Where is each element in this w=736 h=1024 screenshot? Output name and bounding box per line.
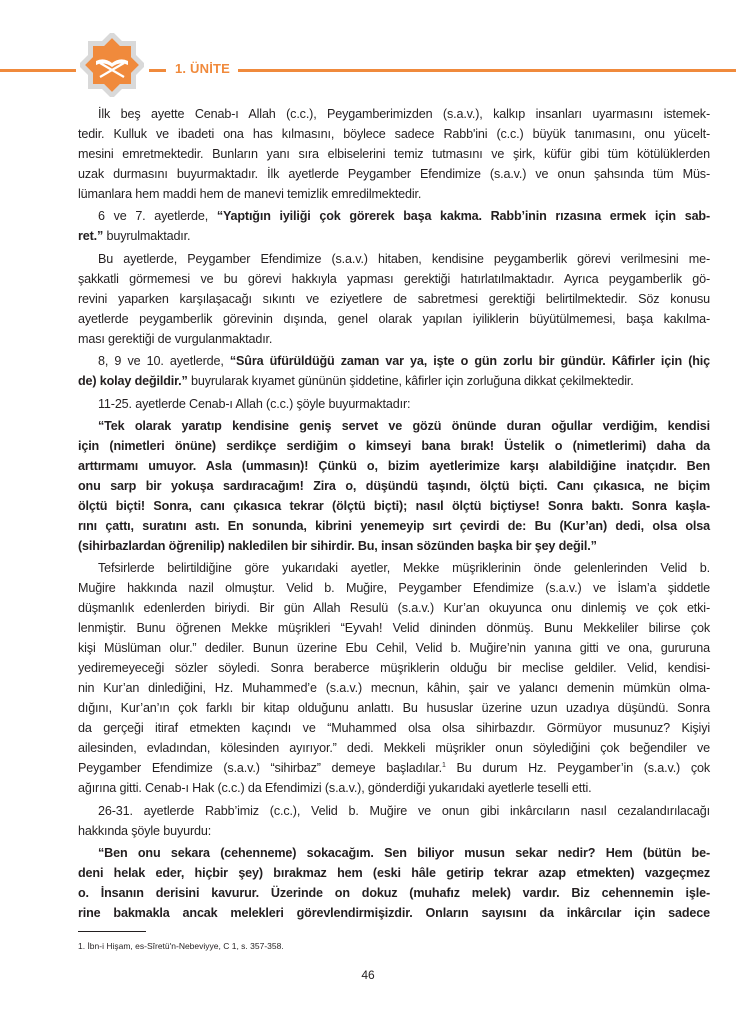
paragraph (78, 416, 710, 556)
header-rule-left (0, 69, 76, 72)
text-segment: buyrulmaktadır. (103, 229, 191, 244)
text-line: Bu ayetlerde, Peygamber Efendimize (s.a.v.) hitaben, kendisine peygamberlik görevi verilmesini me- (98, 251, 710, 266)
text-line: ayetlerde peygamberlik görevinin dışında, genel olarak yapılan iyiliklerin büyütülmemesi, başa kakılma- (78, 311, 710, 326)
text-line: “Ben onu sekara (cehenneme) sokacağım. Sen biliyor musun sekar nedir? Hem (bütün be- (98, 846, 710, 861)
paragraph (78, 351, 710, 391)
paragraph (78, 206, 710, 246)
header-rule-mid (149, 69, 166, 72)
text-line (78, 758, 710, 778)
text-line: Tefsirlerde belirtildiğine göre yukarıdaki ayetler, Mekke müşriklerinin önde gelenlerinden Velid b. (98, 561, 710, 576)
text-line (78, 351, 710, 371)
text-line: ağırına gitti. Cenab-ı Hak (c.c.) da Efendimizi (s.a.v.), gönderdiği yukarıdaki ayetlerle teselli etti. (78, 781, 592, 796)
paragraph (78, 843, 710, 923)
paragraph (78, 249, 710, 349)
text-line: 26-31. ayetlerde Rabb’imiz (c.c.), Velid b. Muğire ve onun gibi inkârcıların nasıl cezalandırılacağı (98, 803, 710, 818)
paragraph (78, 801, 710, 841)
text-line (78, 226, 710, 246)
text-line: “Tek olarak yaratıp kendisine geniş servet ve gözü önünde duran oğullar verdiğim, kendisi (98, 418, 710, 433)
quran-on-rehal-star-icon (80, 33, 144, 97)
text-line: da gerçeği itiraf etmekten kaçındı ve “Muhammed olsa olsa sihirbazdır. Görmüyor musunuz? Kişiyi (78, 721, 710, 736)
text-line: nin Kur’an dinlediğini, Hz. Muhammed’e (s.a.v.) mecnun, kâhin, şair ve yalancı demenin mümkün olma- (78, 681, 710, 696)
text-segment: Bu durum Hz. Peygamber’in (s.a.v.) çok (445, 761, 710, 776)
text-line: (sihirbazlardan öğrenilip) nakledilen bir sihirdir. Bu, insan sözünden başka bir şey değil.” (78, 538, 597, 553)
text-line: Muğire hakkında nazil olmuştur. Velid b. Muğire, Peygamber Efendimize (s.a.v.) ve İslam’a şiddetle (78, 581, 710, 596)
text-segment: “Yaptığın iyiliği çok görerek başa kakma. Rabb’inin rızasına ermek için sab- (216, 209, 711, 224)
text-line: uzak durmasını buyurmaktadır. İlk ayetlerde Peygamber Efendimize (s.a.v.) ve onun şahsında tüm Müs- (78, 167, 710, 181)
text-line: rine bakmakla ancak melekleri görevlendirmişizdir. Onların sayısını da inkârcılar için sadece (78, 906, 710, 921)
text-segment: 8, 9 ve 10. ayetlerde, (98, 354, 230, 369)
text-line: onu sarp bir yokuşa sardıracağım! Zira o, düşündü taşındı, ölçtü biçti. Canı çıkasıca, ne biçim (78, 478, 710, 493)
header-rule-right (238, 69, 736, 72)
text-line: o. İnsanın derisini kavurur. Üzerinde on dokuz (muhafız melek) vardır. Biz cehennemin işle- (78, 886, 710, 901)
text-line: İlk beş ayette Cenab-ı Allah (c.c.), Peygamberimizden (s.a.v.), kalkıp insanları uyarmasını istemek- (98, 107, 710, 121)
text-line: düşmanlık edenlerden biriydi. Bir gün Allah Resulü (s.a.v.) Kur’an okuyunca onu dinlemiş ve çok etki- (78, 601, 710, 616)
text-line: ması gerektiği de vurgulanmaktadır. (78, 331, 273, 346)
page-number: 46 (361, 968, 375, 982)
text-line: şakkatli görmemesi ve bu görevi hakkıyla yapması gerektiği hatırlatılmaktadır. Ayrıca peygamberlik gö- (78, 271, 710, 286)
text-line: için (nimetleri önüne) serdikçe serdiğim o kimseyi bana bırak! Üstelik o (nimetlerimi) daha da (78, 438, 710, 453)
body-text (78, 104, 710, 926)
text-line (78, 371, 710, 391)
text-segment: ret.” (78, 229, 104, 244)
text-line: ölçtü biçti! Sonra, canı çıkasıca tekrar (ölçtü biçti); nasıl ölçtü biçtiyse! Sonra baktı. Sonra kaşla- (78, 498, 710, 513)
text-line: kişi Müslüman olur.” dediler. Bunun üzerine Ebu Cehil, Velid b. Muğire’nin yanına gitti ve ona, gururuna (78, 641, 710, 656)
text-line: lümanlara hem maddi hem de manevi temizlik emredilmektedir. (78, 187, 422, 201)
text-segment: 6 ve 7. ayetlerde, (98, 209, 217, 224)
text-line: rını çattı, suratını astı. En sonunda, kibrini yenemeyip sırt çevirdi de: Bu (Kur’an) dedi, olsa olsa (78, 518, 710, 533)
footnote-rule (78, 931, 146, 932)
paragraph (78, 104, 710, 204)
unit-title: 1. ÜNİTE (175, 61, 231, 76)
text-segment: “Sûra üfürüldüğü zaman var ya, işte o gün zorlu bir gündür. Kâfirler için (hiç (229, 354, 710, 369)
text-line: yediremeyeceği sözler söyledi. Sonra beraberce müşriklerin olduğu bir meclise geldiler. Velid, kendisi- (78, 661, 710, 676)
text-line: lenmiştir. Bunu öğrenen Mekke müşrikleri “Eyvah! Velid dininden dönmüş. Bunu Mekkeliler bilirse çok (78, 621, 710, 636)
text-line: 11-25. ayetlerde Cenab-ı Allah (c.c.) şöyle buyurmaktadır: (98, 396, 411, 411)
text-segment: Peygamber Efendimize (s.a.v.) “sihirbaz” demeye başladılar. (78, 761, 442, 776)
paragraph (78, 394, 710, 414)
text-line: hakkında şöyle buyurdu: (78, 823, 212, 838)
footnote: 1. İbn-i Hişam, es-Sîretü'n-Nebeviyye, C 1, s. 357-358. (78, 941, 284, 951)
text-line: ailesinden, evladından, kölesinden ayırıyor.” dedi. Mekkeli müşrikler onun söylediğini çok beğendiler ve (78, 741, 710, 756)
footnote-ref: 1 (441, 762, 446, 770)
text-line: revini yaparken karşılaşacağı sıkıntı ve eziyetlere de sabretmesi gerektiği belirtilmektedir. Söz konusu (78, 291, 710, 306)
paragraph (78, 558, 710, 798)
text-line: dığını, Kur’an’ın çok farklı bir kitap olduğunu anlattı. Bu hususlar üzerine uzun uzadıya düşündü. Sonra (78, 701, 710, 716)
text-line: mesini emretmektedir. Bunların yanı sıra elbiselerini temiz tutmasını ve şirk, küfür gibi tüm kötülüklerden (78, 147, 710, 161)
text-segment: buyrularak kıyamet gününün şiddetine, kâfirler için zorluğuna dikkat çekilmektedir. (187, 374, 634, 389)
text-line: tedir. Kulluk ve ibadeti ona has kılmasını, böylece sadece Rabb'ini (c.c.) büyük tanımasını, onu yücelt- (78, 127, 710, 141)
text-line: deni helak eder, hiçbir şey) bırakmaz hem (eski hâle getirip tekrar azap etmekten) vazgeçmez (78, 866, 710, 881)
text-segment: de) kolay değildir.” (78, 374, 188, 389)
text-line: arttırmamı umuyor. Asla (ummasın)! Çünkü o, bizim ayetlerimize karşı alabildiğine inatçıdır. Ben (78, 458, 710, 473)
text-line (78, 206, 710, 226)
